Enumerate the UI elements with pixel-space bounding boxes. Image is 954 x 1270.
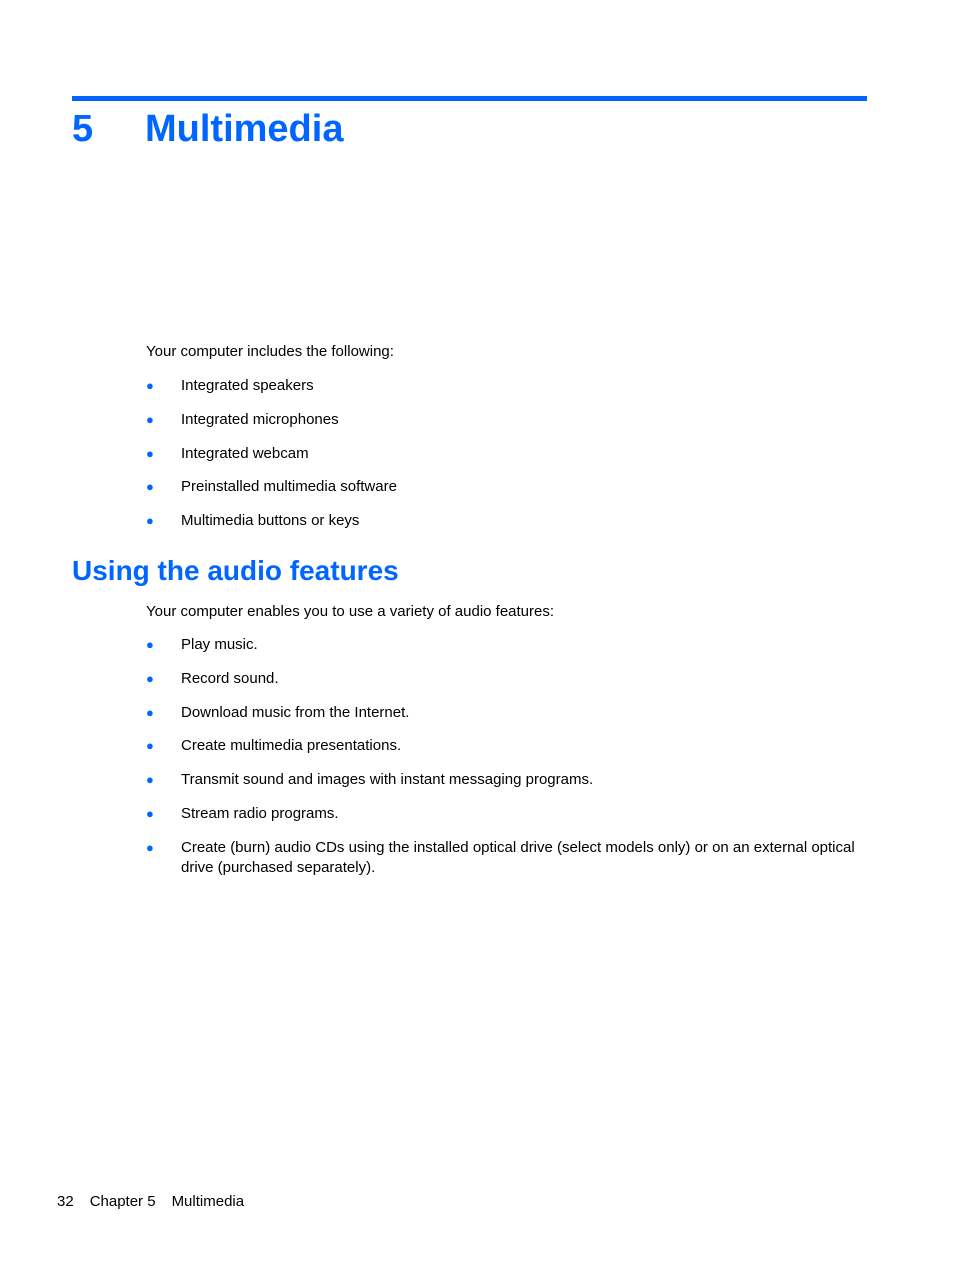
list-item-text: Transmit sound and images with instant messaging programs. — [181, 771, 594, 789]
bullet-icon: ● — [146, 805, 154, 821]
list-item-text: Play music. — [181, 636, 258, 653]
list-item — [146, 410, 858, 430]
list-item — [146, 804, 858, 824]
page-footer — [57, 1192, 244, 1212]
list-item — [146, 838, 858, 878]
chapter-rule — [72, 96, 867, 101]
list-item-text: Create (burn) audio CDs using the installed optical drive (select models only) or on an external optical drive (purchased separately). — [181, 838, 855, 876]
bullet-icon: ● — [146, 513, 154, 529]
bullet-icon: ● — [146, 704, 154, 720]
features-list — [146, 376, 858, 545]
list-item — [146, 477, 858, 497]
bullet-icon: ● — [146, 738, 154, 754]
bullet-icon: ● — [146, 637, 154, 652]
list-item-text: Integrated speakers — [181, 377, 314, 394]
list-item — [146, 736, 858, 756]
footer-chapter-title: Multimedia — [171, 1193, 245, 1210]
list-item-text: Download music from the Internet. — [181, 703, 410, 721]
bullet-icon: ● — [146, 670, 154, 686]
list-item-text: Multimedia buttons or keys — [181, 512, 360, 530]
list-item-text: Stream radio programs. — [181, 804, 339, 822]
list-item — [146, 635, 858, 655]
intro-text: Your computer includes the following: — [146, 343, 394, 360]
list-item — [146, 511, 858, 531]
list-item-text: Create multimedia presentations. — [181, 737, 402, 755]
list-item — [146, 703, 858, 723]
section-heading: Using the audio features — [72, 555, 399, 586]
list-item-text: Integrated microphones — [181, 410, 339, 428]
list-item-text: Preinstalled multimedia software — [181, 478, 397, 496]
bullet-icon: ● — [146, 411, 154, 427]
bullet-icon: ● — [146, 479, 154, 495]
bullet-icon: ● — [146, 378, 154, 393]
bullet-icon: ● — [146, 445, 154, 461]
list-item — [146, 376, 858, 396]
list-item — [146, 770, 858, 790]
list-item — [146, 669, 858, 689]
audio-features-list — [146, 635, 858, 892]
page-number: 32 — [57, 1193, 74, 1210]
chapter-heading — [72, 106, 343, 152]
footer-chapter-label: Chapter 5 — [89, 1193, 156, 1210]
list-item-text: Integrated webcam — [181, 444, 309, 462]
section-intro-text: Your computer enables you to use a variety of audio features: — [146, 603, 555, 620]
bullet-icon: ● — [146, 772, 154, 788]
chapter-title: Multimedia — [145, 108, 344, 150]
chapter-number: 5 — [72, 108, 94, 150]
bullet-icon: ● — [146, 839, 154, 855]
list-item-text: Record sound. — [181, 669, 279, 687]
list-item — [146, 444, 858, 464]
